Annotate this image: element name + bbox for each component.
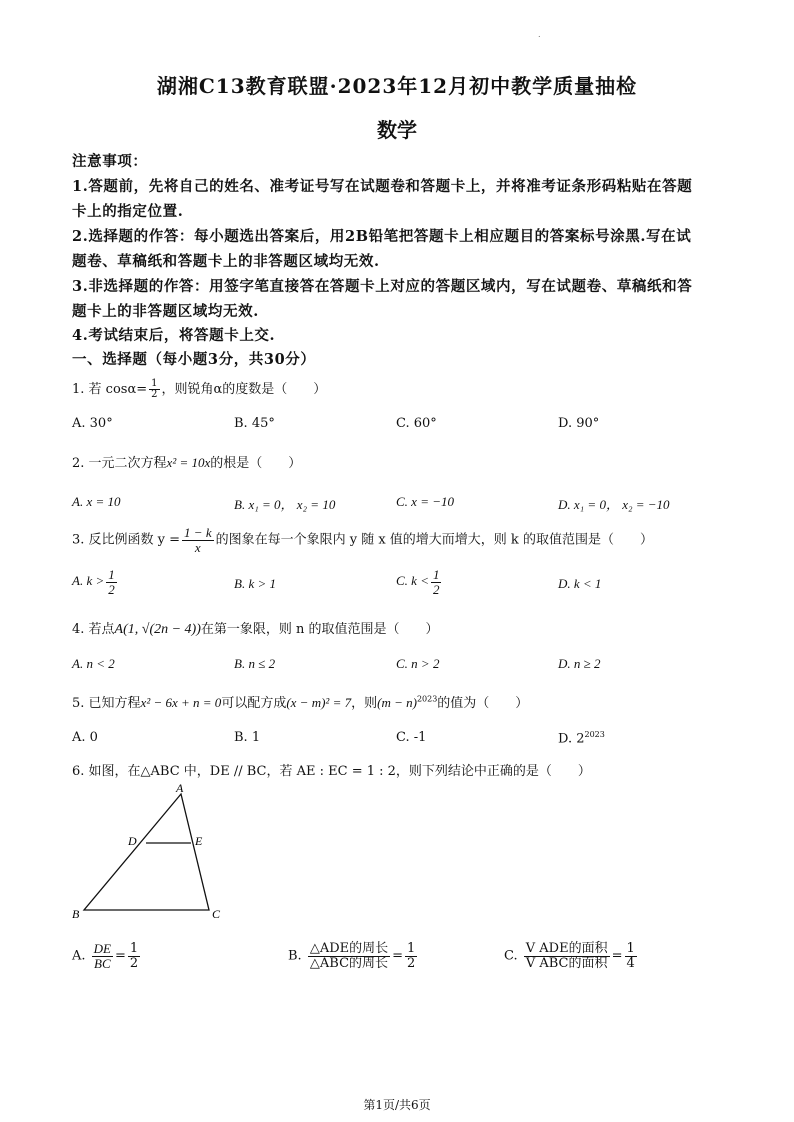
q2-equation: x² = 10x <box>166 455 211 470</box>
q5-option-b: B. 1 <box>234 730 261 745</box>
q2-option-a: A. x = 10 <box>72 494 121 509</box>
note-1b: 卡上的指定位置. <box>72 203 184 220</box>
note-2b: 题卷、草稿纸和答题卡上的非答题区域均无效. <box>72 253 380 270</box>
triangle-figure <box>60 780 240 925</box>
q3-option-b: B. k > 1 <box>234 576 276 591</box>
q3-fraction: $\frac{1 - k}{x}$ <box>184 525 212 555</box>
notes-heading: 注意事项： <box>72 153 148 170</box>
q1-option-d: D. 90° <box>558 416 600 431</box>
label-c: C <box>212 907 221 921</box>
q4-option-c: C. n > 2 <box>396 656 440 671</box>
q1-stem-post: ，则锐角α的度数是（ ） <box>161 382 327 397</box>
q4-option-a: A. n < 2 <box>72 656 115 671</box>
note-3a: 3.非选择题的作答：用签字笔直接答在答题卡上对应的答题区域内，写在试题卷、草稿纸和答 <box>72 278 693 295</box>
q2-option-b: B. x₁ = 0， x₂ = 10 <box>234 497 336 512</box>
question-4: 4. 若点A(1, √(2n − 4))在第一象限，则 n 的取值范围是（ ） <box>72 622 439 637</box>
q4-point: A(1, √(2n − 4)) <box>114 622 201 637</box>
q1-option-a: A. 30° <box>72 416 113 431</box>
question-5: 5. 已知方程x² − 6x + n = 0可以配方成(x − m)² = 7，则$(m - n)^{2023}$的值为（ ） <box>72 694 529 711</box>
q6-option-c: C. $\frac{\text{V ADE的面积}}{\text{V ABC的面积}}$ = $\frac{1}{4}$ <box>504 941 635 971</box>
q3-option-d: D. k < 1 <box>558 576 602 591</box>
question-3: 3. 反比例函数 y = $\frac{1 - k}{x}$ 的图象在每一个象限内 y 随 x 值的增大而增大，则 k 的取值范围是（ ） <box>72 525 653 555</box>
question-6: 6. 如图，在△ABC 中，DE // BC，若 AE : EC = 1 : 2，则下列结论中正确的是（ ） <box>72 764 591 779</box>
note-3b: 题卡上的非答题区域均无效. <box>72 303 259 320</box>
note-2a: 2.选择题的作答：每小题选出答案后，用2B铅笔把答题卡上相应题目的答案标号涂黑.写在试 <box>72 228 692 245</box>
q5-option-d: D. $2^{2023}$ <box>558 730 605 747</box>
label-b: B <box>72 907 80 921</box>
subject-title: 数学 <box>377 118 417 142</box>
question-2: 2. 一元二次方程x² = 10x的根是（ ） <box>72 455 302 471</box>
label-d: D <box>128 834 137 848</box>
question-1 <box>72 378 326 401</box>
label-a: A <box>176 781 184 795</box>
triangle-abc <box>84 794 209 910</box>
note-1a: 1.答题前，先将自己的姓名、准考证号写在试题卷和答题卡上，并将准考证条形码粘贴在答题 <box>72 178 693 195</box>
label-e: E <box>195 834 203 848</box>
q5-option-c: C. -1 <box>396 730 427 745</box>
corner-mark: . <box>538 30 541 39</box>
q4-option-d: D. n ≥ 2 <box>558 656 601 671</box>
section-heading: 一、选择题（每小题3分，共30分） <box>72 351 316 368</box>
q1-option-c: C. 60° <box>396 416 437 431</box>
q6-option-a: A. $\frac{DE}{BC}$ = $\frac{1}{2}$ <box>72 941 139 971</box>
note-4: 4.考试结束后，将答题卡上交. <box>72 327 276 344</box>
q5-option-a: A. 0 <box>72 730 98 745</box>
page-footer: 第1页/共6页 <box>363 1098 431 1112</box>
q6-option-b: B. $\frac{\text{△ADE的周长}}{\text{△ABC的周长}}$ = $\frac{1}{2}$ <box>288 941 416 971</box>
q3-option-a: A. k > $\frac{1}{2}$ <box>72 567 115 597</box>
q2-option-c: C. x = −10 <box>396 494 454 509</box>
q1-stem-pre: 1. 若 cosα= <box>72 382 148 397</box>
q1-fraction: $\frac{1}{2}$ <box>151 377 158 400</box>
q3-option-c: C. k < $\frac{1}{2}$ <box>396 567 440 597</box>
exam-title: 湖湘C13教育联盟·2023年12月初中教学质量抽检 <box>156 74 638 98</box>
q1-option-b: B. 45° <box>234 416 275 431</box>
q4-option-b: B. n ≤ 2 <box>234 656 276 671</box>
q2-option-d: D. x₁ = 0， x₂ = −10 <box>558 497 670 512</box>
